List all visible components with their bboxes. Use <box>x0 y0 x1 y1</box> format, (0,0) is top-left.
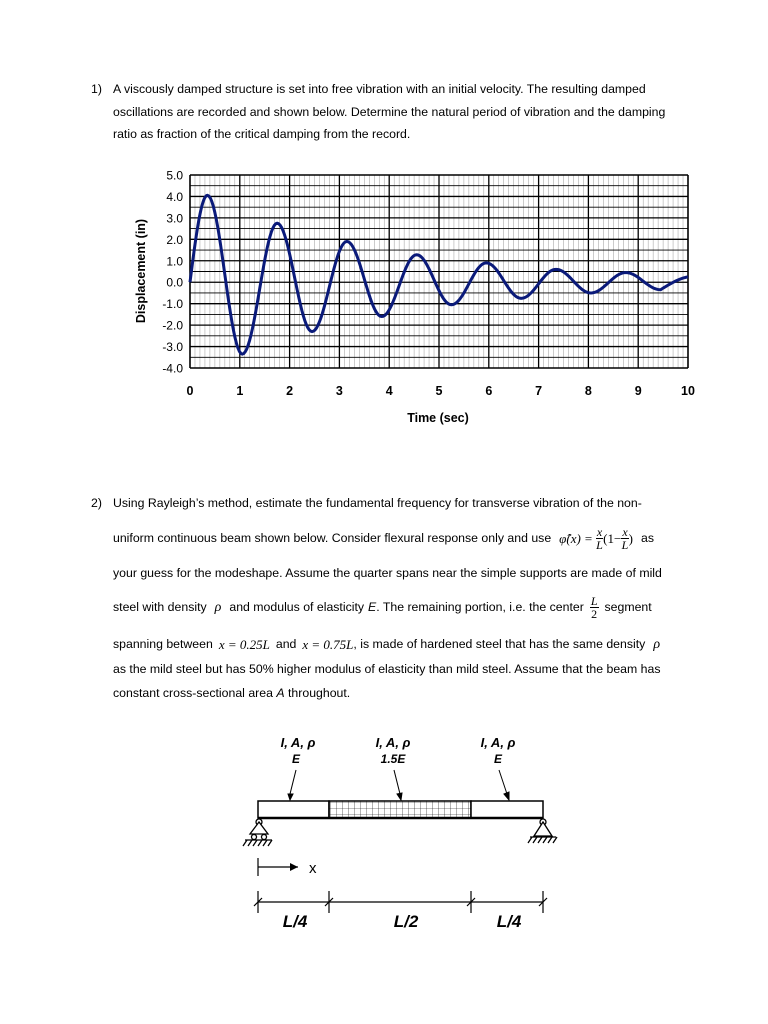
problem2-line5b: , is made of hardened steel that has the same density <box>353 637 646 651</box>
problem2-line3: your guess for the modeshape. Assume the quarter spans near the simple supports are made of mild <box>113 566 662 580</box>
y-tick-label: 3.0 <box>166 211 183 226</box>
left-segment-modulus: E <box>291 752 301 766</box>
A-symbol: A <box>276 686 285 700</box>
problem2-line7b: throughout. <box>288 686 351 700</box>
phi-close: ) <box>628 530 633 546</box>
displacement-chart <box>0 0 768 440</box>
mid-segment-modulus: 1.5E <box>380 752 406 766</box>
x-axis-label: x <box>309 860 317 877</box>
x-tick-label: 8 <box>584 384 592 398</box>
dimension-line <box>254 891 547 913</box>
x-start: x = 0.25L <box>218 637 270 652</box>
y-tick-label: 5.0 <box>166 168 183 183</box>
problem2-line7 <box>113 686 350 701</box>
problem2-line1: Using Rayleigh’s method, estimate the fundamental frequency for transverse vibration of the non- <box>113 496 642 510</box>
phi-frac1-den: L <box>596 537 603 552</box>
x-tick-label: 7 <box>535 384 543 398</box>
problem2-line4c: . The remaining portion, i.e. the center <box>376 599 584 614</box>
phi-lhs: φ̂(x) = <box>559 530 593 546</box>
x-tick-label: 6 <box>485 384 493 398</box>
x-tick-label: 0 <box>186 384 194 398</box>
center-frac-num: L <box>590 593 598 608</box>
problem1-line1: A viscously damped structure is set into free vibration with an initial velocity. The resulting damped <box>113 82 646 96</box>
y-tick-label: 4.0 <box>166 189 183 204</box>
problem2-line2a: uniform continuous beam shown below. Consider flexural response only and use <box>113 530 552 545</box>
beam-center-segment <box>329 801 471 818</box>
x-tick-label: 3 <box>335 384 343 398</box>
right-pointer-arrow <box>499 770 507 794</box>
left-support <box>243 819 272 846</box>
E-symbol: E <box>368 599 377 614</box>
center-frac-den: 2 <box>591 606 598 621</box>
chart-ylabel: Displacement (in) <box>134 218 148 324</box>
problem2-line2 <box>113 523 654 553</box>
y-tick-label: 0.0 <box>166 275 183 290</box>
problem2-line2b: as <box>641 530 654 545</box>
y-tick-label: 2.0 <box>166 232 183 247</box>
phi-frac2 <box>621 526 628 551</box>
right-segment-props: I, A, ρ <box>480 735 516 750</box>
y-tick-label: -4.0 <box>162 361 183 376</box>
phi-frac1 <box>596 526 603 551</box>
x-tick-label: 9 <box>634 384 642 398</box>
x-tick-label: 1 <box>236 384 244 398</box>
problem2-line4d: segment <box>604 599 652 614</box>
phi-mid: (1− <box>603 530 622 546</box>
problem2-line4b: and modulus of elasticity <box>229 599 365 614</box>
dim-right-label: L/4 <box>496 912 522 931</box>
problem1-line3: ratio as fraction of the critical damping from the record. <box>113 127 411 141</box>
problem2-line6: as the mild steel but has 50% higher modulus of elasticity than mild steel. Assume that the beam has <box>113 662 661 676</box>
beam-left-segment <box>258 801 329 818</box>
problem2-line5 <box>113 637 660 652</box>
x-tick-label: 2 <box>286 384 294 398</box>
dim-left-label: L/4 <box>282 912 308 931</box>
problem1-line2: oscillations are recorded and shown below. Determine the natural period of vibration and the damping <box>113 105 666 119</box>
center-frac <box>590 595 599 620</box>
phi-frac1-num: x <box>596 524 603 539</box>
rho-symbol-2: ρ <box>653 637 661 652</box>
right-support <box>528 819 557 843</box>
beam-right-segment <box>471 801 543 818</box>
x-tick-label: 4 <box>385 384 393 398</box>
chart-xlabel: Time (sec) <box>407 411 469 425</box>
x-axis-arrow <box>258 858 298 876</box>
problem2-line7a: constant cross-sectional area <box>113 686 273 700</box>
mid-segment-props: I, A, ρ <box>375 735 411 750</box>
y-tick-label: -2.0 <box>162 318 183 333</box>
problem2-line4 <box>113 590 652 624</box>
left-segment-props: I, A, ρ <box>280 735 316 750</box>
y-tick-label: -3.0 <box>162 340 183 355</box>
x-tick-label: 10 <box>681 384 695 398</box>
phi-frac2-den: L <box>621 537 629 552</box>
problem2-line5-and: and <box>275 637 297 651</box>
left-pointer-arrow <box>290 770 296 794</box>
mid-pointer-arrow <box>394 770 400 794</box>
y-tick-label: -1.0 <box>162 297 183 312</box>
problem2-line4a: steel with density <box>113 599 207 614</box>
beam-diagram <box>0 730 768 970</box>
y-tick-label: 1.0 <box>166 254 183 269</box>
problem2-number: 2) <box>91 496 102 510</box>
x-end: x = 0.75L <box>302 637 354 652</box>
problem1-number: 1) <box>91 82 102 96</box>
right-segment-modulus: E <box>493 752 503 766</box>
rho-symbol: ρ <box>214 599 222 615</box>
problem2-line5a: spanning between <box>113 637 213 651</box>
x-tick-label: 5 <box>435 384 443 398</box>
dim-mid-label: L/2 <box>393 912 419 931</box>
phi-frac2-num: x <box>622 524 628 539</box>
